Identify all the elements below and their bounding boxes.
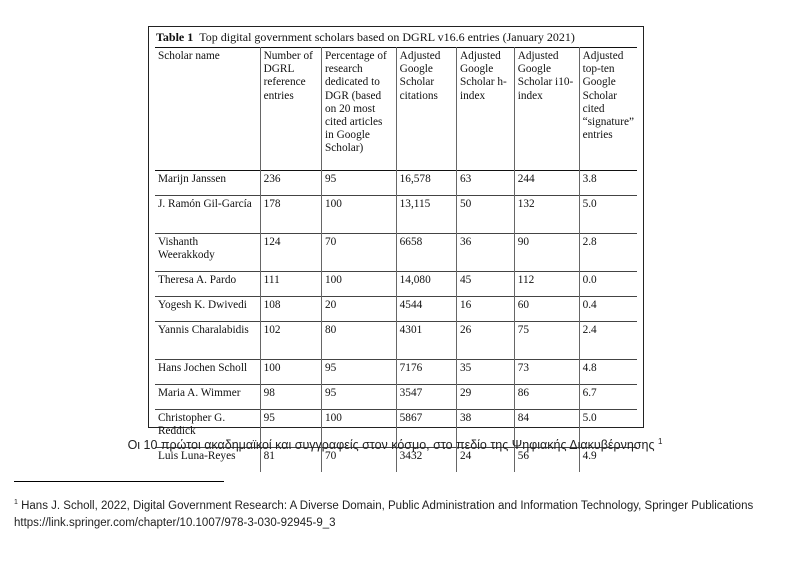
table-row <box>155 360 637 385</box>
table-row <box>155 171 637 196</box>
table-row <box>155 322 637 360</box>
table-cell: 70 <box>322 234 397 272</box>
scholar-name-cell: Theresa A. Pardo <box>158 274 237 286</box>
table-cell: 95 <box>260 410 321 448</box>
table-cell: 95 <box>322 385 397 410</box>
header-scholar-name: Scholar name <box>158 50 220 62</box>
table-body <box>155 171 637 473</box>
table-cell: 100 <box>322 196 397 234</box>
table-cell: 50 <box>457 196 515 234</box>
table-cell: 244 <box>514 171 579 196</box>
table-cell: 112 <box>514 272 579 297</box>
table-cell: 3547 <box>396 385 456 410</box>
table-cell: 4301 <box>396 322 456 360</box>
table-cell: 45 <box>457 272 515 297</box>
footnote-marker: 1 <box>14 499 18 506</box>
table-cell: 24 <box>457 448 515 473</box>
table-cell: 16,578 <box>396 171 456 196</box>
table-cell: 5.0 <box>579 196 637 234</box>
footnote-divider <box>14 481 224 482</box>
table-cell: 132 <box>514 196 579 234</box>
table-cell: 6658 <box>396 234 456 272</box>
table-cell: 2.8 <box>579 234 637 272</box>
table-cell: 90 <box>514 234 579 272</box>
table-cell: 5867 <box>396 410 456 448</box>
table-cell: 6.7 <box>579 385 637 410</box>
table-cell: 81 <box>260 448 321 473</box>
table-cell: 2.4 <box>579 322 637 360</box>
table-cell: 0.4 <box>579 297 637 322</box>
scholar-name-cell: J. Ramón Gil-García <box>158 198 252 210</box>
scholar-name-cell: Vishanth Weerakkody <box>158 236 215 262</box>
table-cell: 86 <box>514 385 579 410</box>
table-cell: 84 <box>514 410 579 448</box>
table-cell: 16 <box>457 297 515 322</box>
table-cell: 70 <box>322 448 397 473</box>
scholar-name-cell: Luis Luna-Reyes <box>158 450 236 462</box>
scholars-table <box>155 47 637 472</box>
table-cell: 95 <box>322 171 397 196</box>
header-citations: Adjusted Google Scholar citations <box>396 48 456 171</box>
table-cell: 26 <box>457 322 515 360</box>
header-h-index: Adjusted Google Scholar h-index <box>457 48 515 171</box>
scholar-name-cell: Marijn Janssen <box>158 173 227 185</box>
table-cell: 236 <box>260 171 321 196</box>
table-cell: 102 <box>260 322 321 360</box>
table-cell: 4.9 <box>579 448 637 473</box>
table-row <box>155 234 637 272</box>
table-row <box>155 385 637 410</box>
table-cell: 35 <box>457 360 515 385</box>
table-caption-label: Table 1 <box>156 30 194 44</box>
figure-caption <box>0 437 790 452</box>
table-cell: 3.8 <box>579 171 637 196</box>
footnote-text: Hans J. Scholl, 2022, Digital Government Research: A Diverse Domain, Public Administration and Information Technology, Springer Publications https://link.springer.com/chapter/10.1007/978-3-030-92945-9_3 <box>14 499 754 529</box>
table-cell: 100 <box>322 272 397 297</box>
table-cell: 4.8 <box>579 360 637 385</box>
table-cell: 3432 <box>396 448 456 473</box>
table-cell: 100 <box>322 410 397 448</box>
table-cell: 60 <box>514 297 579 322</box>
table-row <box>155 272 637 297</box>
scholar-name-cell: Yannis Charalabidis <box>158 324 249 336</box>
table-cell: 7176 <box>396 360 456 385</box>
table-cell: 98 <box>260 385 321 410</box>
table-row <box>155 196 637 234</box>
table-cell: 56 <box>514 448 579 473</box>
table-cell: 95 <box>322 360 397 385</box>
table-caption-text: Top digital government scholars based on DGRL v16.6 entries (January 2021) <box>199 30 575 44</box>
table-cell: 63 <box>457 171 515 196</box>
table-cell: 80 <box>322 322 397 360</box>
header-dgrl-entries: Number of DGRL reference entries <box>260 48 321 171</box>
table-cell: 14,080 <box>396 272 456 297</box>
scholar-name-cell: Maria A. Wimmer <box>158 387 241 399</box>
table-cell: 36 <box>457 234 515 272</box>
table-cell: 75 <box>514 322 579 360</box>
table-cell: 0.0 <box>579 272 637 297</box>
table-cell: 178 <box>260 196 321 234</box>
footnote <box>14 494 774 532</box>
table-cell: 4544 <box>396 297 456 322</box>
figure-caption-text: Οι 10 πρώτοι ακαδημαϊκοί και συγγραφείς στον κόσμο, στο πεδίο της Ψηφιακής Διακυβέρνησης <box>127 438 655 453</box>
scholar-name-cell: Christopher G. Reddick <box>158 412 226 438</box>
table-caption <box>155 29 637 45</box>
figure-caption-footnote-ref: 1 <box>657 437 663 446</box>
table-cell: 29 <box>457 385 515 410</box>
table-cell: 108 <box>260 297 321 322</box>
table-cell: 100 <box>260 360 321 385</box>
table-cell: 20 <box>322 297 397 322</box>
header-signature-entries: Adjusted top-ten Google Scholar cited “signature” entries <box>579 48 637 171</box>
table-cell: 73 <box>514 360 579 385</box>
scholar-name-cell: Yogesh K. Dwivedi <box>158 299 247 311</box>
table-cell: 13,115 <box>396 196 456 234</box>
table-cell: 111 <box>260 272 321 297</box>
table-cell: 38 <box>457 410 515 448</box>
scholar-name-cell: Hans Jochen Scholl <box>158 362 248 374</box>
table-header-row <box>155 48 637 171</box>
header-i10-index: Adjusted Google Scholar i10-index <box>514 48 579 171</box>
table-row <box>155 297 637 322</box>
table-cell: 5.0 <box>579 410 637 448</box>
header-research-percentage: Percentage of research dedicated to DGR (based on 20 most cited articles in Google Scholar) <box>322 48 397 171</box>
table-cell: 124 <box>260 234 321 272</box>
